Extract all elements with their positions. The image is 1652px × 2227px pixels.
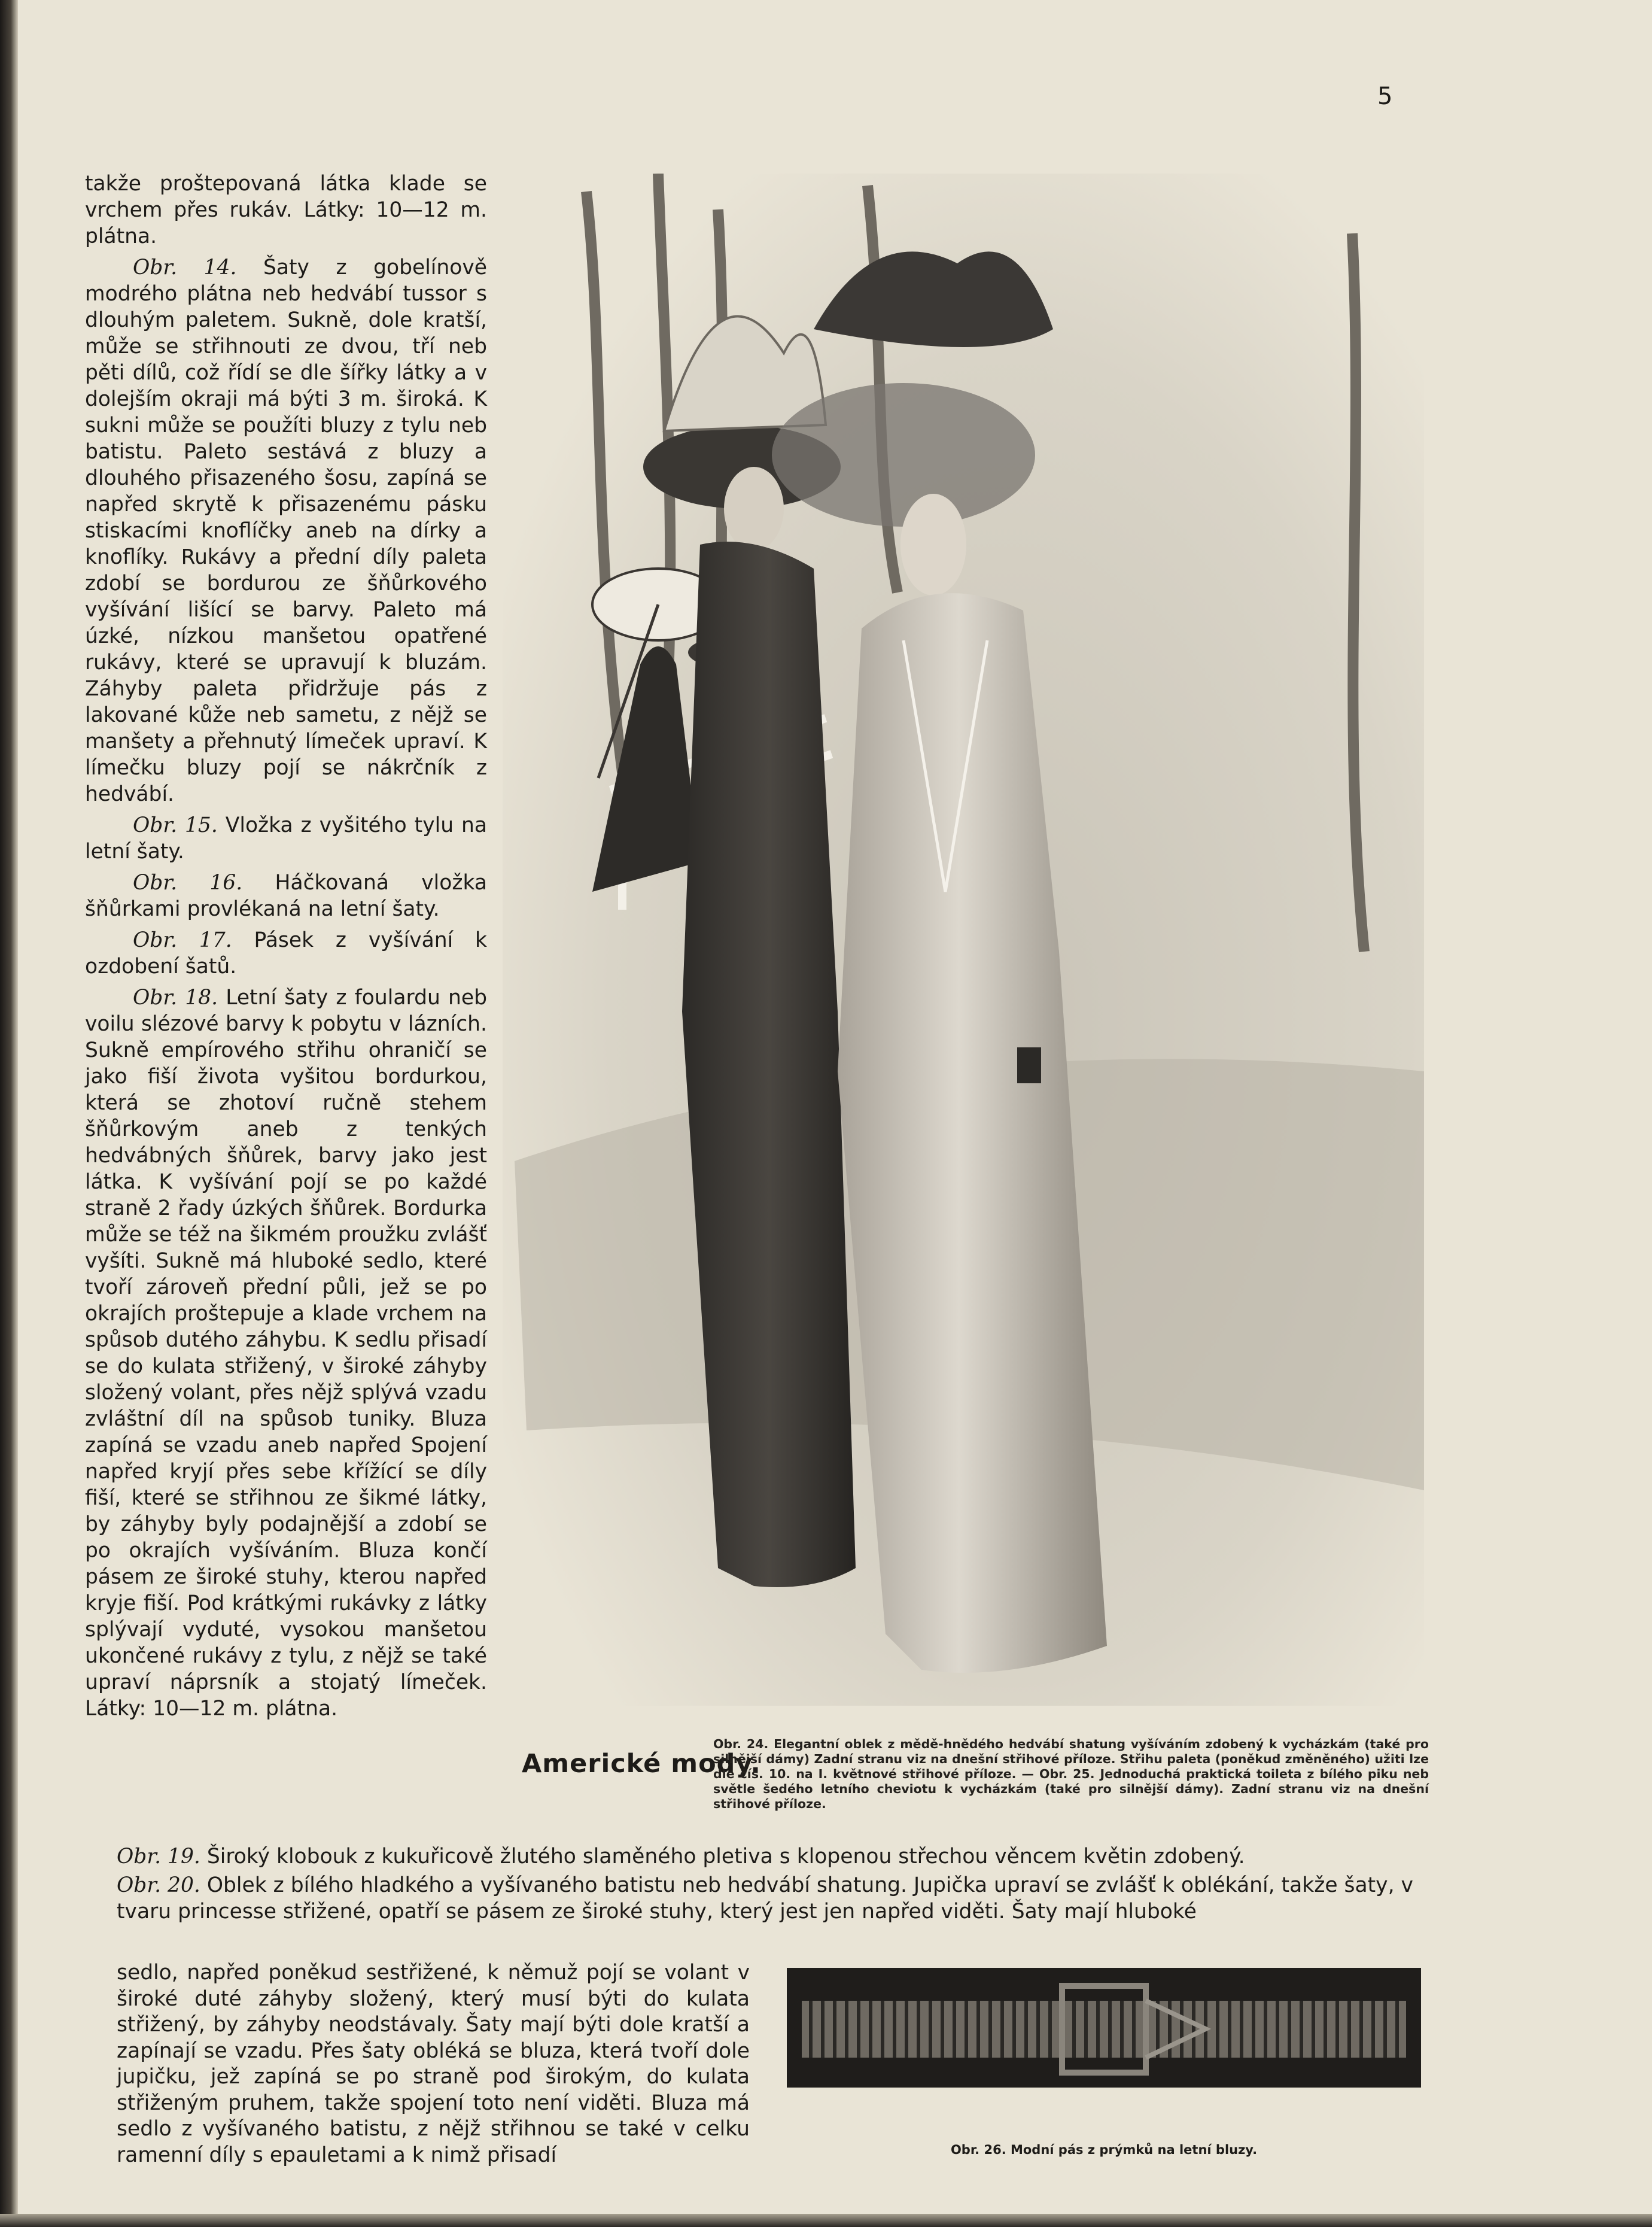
fashion-illustration <box>503 174 1424 1706</box>
paragraph-obr-17 <box>85 927 487 980</box>
page-bottom-edge <box>0 2214 1652 2227</box>
figure-label: Obr. 17. <box>133 928 232 952</box>
belt-caption: Obr. 26. Modní pás z prýmků na letní bluzy. <box>950 2143 1258 2157</box>
paragraph-obr-18 <box>85 985 487 1722</box>
belt-illustration <box>787 1968 1421 2088</box>
page-number: 5 <box>1377 83 1393 110</box>
figure-label: Obr. 16. <box>133 871 243 895</box>
paragraph-text: takže proštepovaná látka klade se vrchem přes rukáv. Látky: 10—12 m. plátna. <box>85 172 487 248</box>
paragraph-text: Šaty z gobelínově modrého plátna neb hedvábí tussor s dlouhým paletem. Sukně, dole kratší, může se střihnouti ze dvou, tří neb pěti dílů, což řídí se dle šířky látky a v dolejším okraji má býti 3 m. široká. K sukni může se použíti bluzy z tylu neb batistu. Paleto sestává z bluzy a dlouhého přisazeného šosu, zapíná se napřed skrytě k přisazenému pásku stiskacími knoflíčky aneb na dírky a knoflíky. Rukávy a přední díly paleta zdobí se bordurou ze šňůrkového vyšívání lišící se barvy. Paleto má úzké, nízkou manšetou opatřené rukávy, které se upravují k bluzám. Záhyby paleta přidržuje pás z lakované kůže neb sametu, z nějž se manšety a přehnutý límeček upraví. K límečku bluzy pojí se nákrčník z hedvábí. <box>85 256 488 806</box>
full-width-text <box>117 1843 1427 1927</box>
paragraph-text: Letní šaty z foulardu neb voilu slézové barvy k pobytu v lázních. Sukně empírového střihu ohraničí se jako fiší života vyšitou bordurkou, která se zhotoví ručně stehem šňůrkovým aneb z tenkých hedvábných šňůrek, barvy jako jest látka. K vyšívání pojí se po každé straně 2 řady úzkých šňůrek. Bordurka může se též na šikmém proužku zvlášť vyšíti. Sukně má hluboké sedlo, které tvoří zároveň přední půli, jež se po okrajích proštepuje a klade vrchem na spůsob dutého záhybu. K sedlu přisadí se do kulata střižený, v široké záhyby složený volant, přes nějž splývá vzadu zvláštní díl na spůsob tuniky. Bluza zapíná se vzadu aneb napřed Spojení napřed kryjí přes sebe křížící se díly fiší, které se střihnou ze šikmé látky, by záhyby byly podajnější a zdobí se po okrajích vyšíváním. Bluza končí pásem ze široké stuhy, kterou napřed kryje fiší. Pod krátkými rukávky z látky splývají vyduté, vysokou manšetou ukončené rukávy z tylu, z nějž se také upraví náprsník a stojatý límeček. Látky: 10—12 m. plátna. <box>85 986 487 1721</box>
paragraph-text: Vložka z vyšitého tylu na letní šaty. <box>85 813 488 864</box>
paragraph-text: Široký klobouk z kukuřicově žlutého slaměného pletiva s klopenou střechou věncem květin zdobený. <box>206 1845 1245 1869</box>
paragraph-text: Oblek z bílého hladkého a vyšívaného batistu neb hedvábí shatung. Jupička upraví se zvlášť k oblékání, takže šaty, v tvaru princesse střižené, opatří se pásem ze široké stuhy, který jest jen napřed viděti. Šaty mají hluboké <box>117 1873 1413 1924</box>
left-text-column <box>85 171 487 1727</box>
paragraph-continuation <box>85 171 487 250</box>
paragraph-obr-16 <box>85 870 487 922</box>
figure-label: Obr. 14. <box>133 256 237 279</box>
paragraph-text: Háčkovaná vložka šňůrkami provlékaná na letní šaty. <box>85 871 487 921</box>
paragraph-obr-19 <box>117 1843 1427 1870</box>
figure-caption-block <box>522 1737 1429 1811</box>
figure-label: Obr. 18. <box>133 986 218 1010</box>
figure-label: Obr. 19. <box>117 1845 200 1869</box>
paragraph-obr-15 <box>85 812 487 865</box>
paragraph-obr-14 <box>85 254 487 807</box>
book-gutter-shadow <box>0 0 18 2227</box>
figure-title: Americké mody. <box>522 1749 761 1779</box>
figure-caption: Obr. 24. Elegantní oblek z mědě-hnědého hedvábí shatung vyšíváním zdobený k vycházkám (také pro silnější dámy) Zadní stranu viz na dnešní střihové příloze. Střihu paleta (poněkud změněného) užiti lze dle čís. 10. na I. květnové střihové příloze. — Obr. 25. Jednoduchá praktická toileta z bílého piku neb světle šedého letního cheviotu k vycházkám (také pro silnější dámy). Zadní stranu viz na dnešní střihové příloze. <box>713 1737 1429 1811</box>
figure-label: Obr. 15. <box>133 813 218 837</box>
figure-label: Obr. 20. <box>117 1873 200 1897</box>
paragraph-text: Pásek z vyšívání k ozdobení šatů. <box>85 928 488 979</box>
paragraph-obr-20 <box>117 1872 1427 1925</box>
lower-left-text: sedlo, napřed poněkud sestřižené, k němuž pojí se volant v široké duté záhyby složený, který musí býti do kulata střižený, by záhyby neodstávaly. Šaty mají býti dole kratší a zapínají se vzadu. Přes šaty obléká se bluza, která tvoří dole jupičku, jež zapíná se po straně pod širokým, do kulata střiženým pruhem, takže spojení toto není viděti. Bluza má sedlo z vyšívaného batistu, z nějž střihnou se také v celku ramenní díly s epauletami a k nimž přisadí <box>117 1961 750 2167</box>
